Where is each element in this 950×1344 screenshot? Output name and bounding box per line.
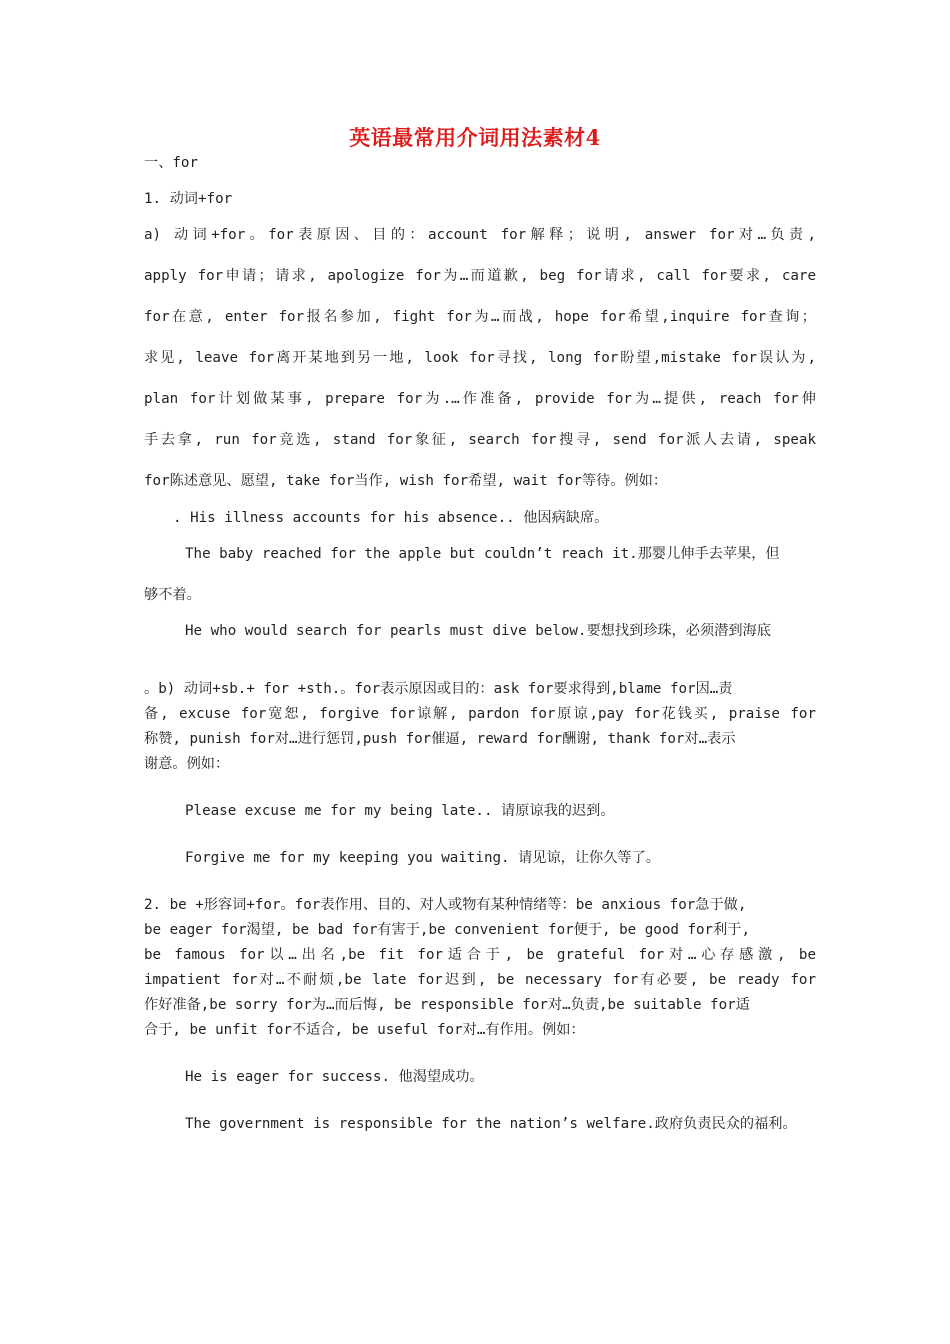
paragraph-line: apply for申请；请求, apologize for为…而道歉, beg for请求, call for要求, care xyxy=(144,268,816,284)
paragraph-line: plan for计划做某事, prepare for为.…作准备, provide for为…提供, reach for伸 xyxy=(144,391,816,407)
paragraph-line: for陈述意见、愿望, take for当作, wish for希望, wait for等待。例如： xyxy=(144,473,668,489)
example-sentence: He is eager for success. 他渴望成功。 xyxy=(185,1069,484,1085)
paragraph-line: 合于, be unfit for不适合, be useful for对…有作用。例如： xyxy=(144,1022,585,1038)
paragraph-line: 备, excuse for宽恕, forgive for谅解, pardon for原谅,pay for花钱买, praise for xyxy=(144,706,816,722)
subsection-heading: 1. 动词+for xyxy=(144,191,233,207)
paragraph-line: 。b) 动词+sb.+ for +sth.。for表示原因或目的：ask for要求得到,blame for因…责 xyxy=(144,681,733,697)
section-heading: 一、for xyxy=(144,155,198,171)
example-sentence: The baby reached for the apple but couldn’t reach it.那婴儿伸手去苹果，但 xyxy=(185,546,780,562)
paragraph-line: 2. be +形容词+for。for表作用、目的、对人或物有某种情绪等：be anxious for急于做, xyxy=(144,897,747,913)
paragraph-line: be eager for渴望, be bad for有害于,be convenient for便于, be good for利于, xyxy=(144,922,751,938)
example-sentence: 够不着。 xyxy=(144,587,201,603)
paragraph-line: impatient for对…不耐烦,be late for迟到, be necessary for有必要, be ready for xyxy=(144,972,816,988)
paragraph-line: 作好准备,be sorry for为…而后悔, be responsible for对…负责,be suitable for适 xyxy=(144,997,750,1013)
example-sentence: Please excuse me for my being late.. 请原谅我的迟到。 xyxy=(185,803,615,819)
example-sentence: Forgive me for my keeping you waiting. 请见谅，让你久等了。 xyxy=(185,850,660,866)
paragraph-line: be famous for以…出名,be fit for适合于, be grateful for对…心存感激, be xyxy=(144,947,816,963)
paragraph-line: 称赞, punish for对…进行惩罚,push for催逼, reward for酬谢, thank for对…表示 xyxy=(144,731,736,747)
paragraph-line: 谢意。例如： xyxy=(144,756,230,772)
paragraph-line: 求见, leave for离开某地到另一地, look for寻找, long for盼望,mistake for误认为, xyxy=(144,350,816,366)
page-title: 英语最常用介词用法素材4 xyxy=(349,125,601,150)
example-sentence: He who would search for pearls must dive below.要想找到珍珠，必须潜到海底 xyxy=(185,623,771,639)
example-sentence: The government is responsible for the nation’s welfare.政府负责民众的福利。 xyxy=(185,1116,797,1132)
example-sentence: . His illness accounts for his absence.. 他因病缺席。 xyxy=(173,510,609,526)
paragraph-line: a) 动词+for。for表原因、目的：account for解释；说明, answer for对…负责, xyxy=(144,227,816,243)
paragraph-line: 手去拿, run for竞选, stand for象征, search for搜寻, send for派人去请, speak xyxy=(144,432,816,448)
paragraph-line: for在意, enter for报名参加, fight for为…而战, hope for希望,inquire for查询； xyxy=(144,309,816,325)
